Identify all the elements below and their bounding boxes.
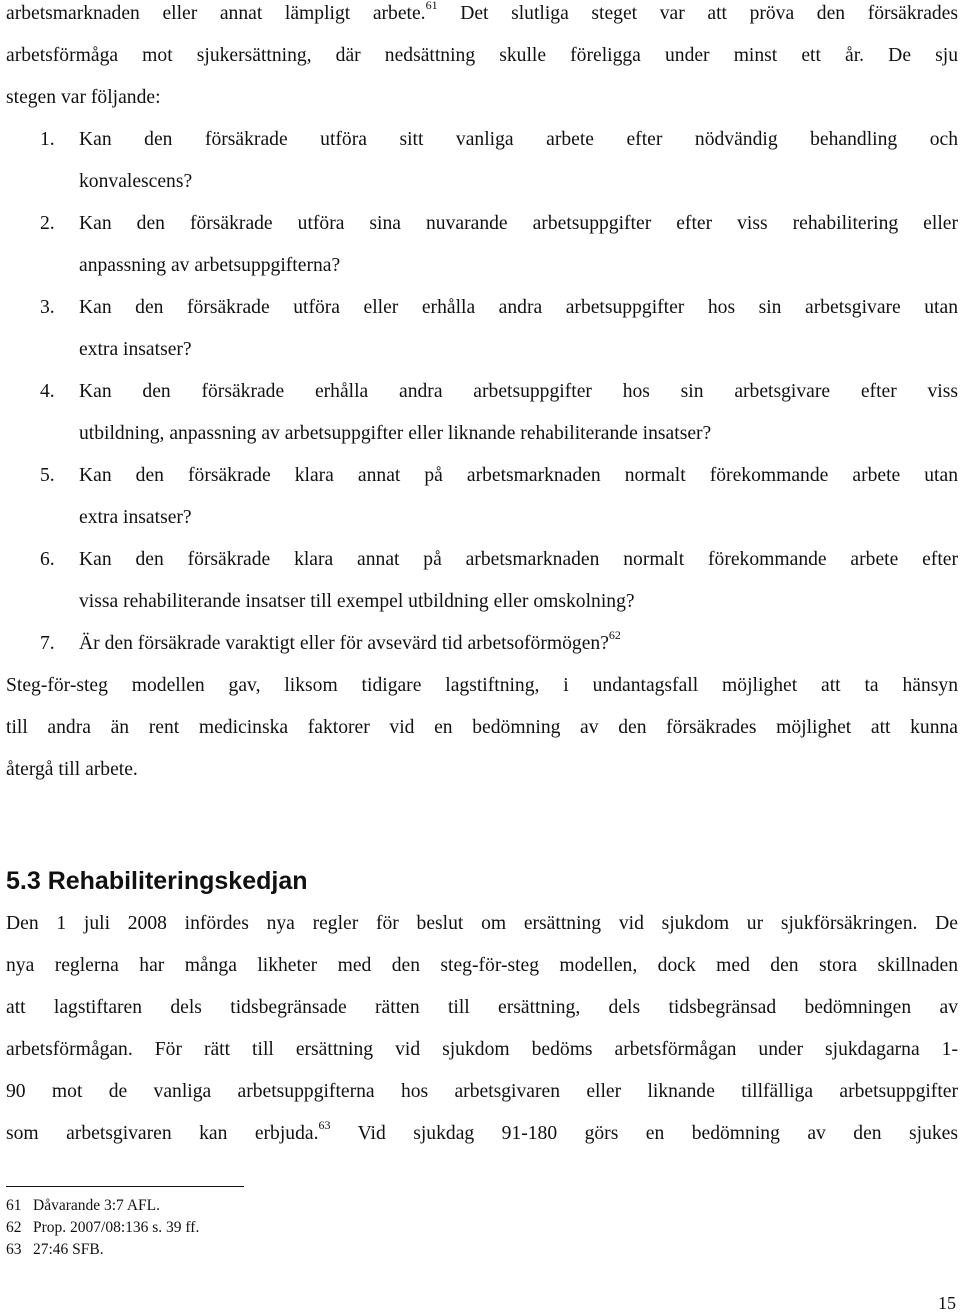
text-span: Vid sjukdag 91-180 görs en bedömning av den sjukes bbox=[330, 1123, 958, 1144]
list-item-line: Kan den försäkrade utföra sitt vanliga arbete efter nödvändig behandling och bbox=[79, 129, 958, 150]
footnote-number: 63 bbox=[6, 1241, 22, 1258]
list-item-line: utbildning, anpassning av arbetsuppgifter eller liknande rehabiliterande insatser? bbox=[79, 423, 712, 444]
paragraph-line: att lagstiftaren dels tidsbegränsade rätten till ersättning, dels tidsbegränsad bedömningen av bbox=[6, 997, 958, 1018]
list-item-line: Kan den försäkrade erhålla andra arbetsuppgifter hos sin arbetsgivare efter viss bbox=[79, 381, 958, 402]
text-span: Är den försäkrade varaktigt eller för avsevärd tid arbetsoförmögen? bbox=[79, 633, 609, 654]
list-number: 3. bbox=[40, 297, 55, 318]
text-span: Det slutliga steget var att pröva den försäkrades bbox=[437, 3, 959, 24]
footnote bbox=[6, 1218, 199, 1238]
paragraph-line bbox=[6, 2, 958, 26]
text-span: som arbetsgivaren kan erbjuda. bbox=[6, 1123, 319, 1144]
list-number: 6. bbox=[40, 549, 55, 570]
list-number: 2. bbox=[40, 213, 55, 234]
paragraph-line: arbetsförmågan. För rätt till ersättning vid sjukdom bedöms arbetsförmågan under sjukdagarna 1- bbox=[6, 1039, 958, 1060]
list-item-line: extra insatser? bbox=[79, 507, 192, 528]
list-number: 4. bbox=[40, 381, 55, 402]
list-item-line: Kan den försäkrade utföra eller erhålla andra arbetsuppgifter hos sin arbetsgivare utan bbox=[79, 297, 958, 318]
list-number: 1. bbox=[40, 129, 55, 150]
footnote bbox=[6, 1240, 104, 1260]
list-item-line: konvalescens? bbox=[79, 171, 193, 192]
paragraph-line: Den 1 juli 2008 infördes nya regler för beslut om ersättning vid sjukdom ur sjukförsäkringen. De bbox=[6, 913, 958, 934]
list-item-line: anpassning av arbetsuppgifterna? bbox=[79, 255, 341, 276]
paragraph-line: nya reglerna har många likheter med den steg-för-steg modellen, dock med den stora skillnaden bbox=[6, 955, 958, 976]
list-item-line: Kan den försäkrade utföra sina nuvarande arbetsuppgifter efter viss rehabilitering eller bbox=[79, 213, 958, 234]
footnote-text: Dåvarande 3:7 AFL. bbox=[33, 1197, 160, 1214]
text-span: arbetsmarknaden eller annat lämpligt arbete. bbox=[6, 3, 426, 24]
paragraph-line: Steg-för-steg modellen gav, liksom tidigare lagstiftning, i undantagsfall möjlighet att ta hänsyn bbox=[6, 675, 958, 696]
footnote-number: 61 bbox=[6, 1197, 22, 1214]
paragraph-line: stegen var följande: bbox=[6, 87, 161, 108]
list-number: 7. bbox=[40, 633, 55, 654]
list-item-line: Kan den försäkrade klara annat på arbetsmarknaden normalt förekommande arbete efter bbox=[79, 549, 958, 570]
footnote bbox=[6, 1196, 160, 1216]
footnote-ref-61: 61 bbox=[425, 0, 438, 13]
paragraph-line: återgå till arbete. bbox=[6, 759, 138, 780]
paragraph-line bbox=[6, 1118, 958, 1146]
footnote-ref-63: 63 bbox=[318, 1118, 331, 1133]
paragraph-line: till andra än rent medicinska faktorer vid en bedömning av den försäkrades möjlighet att kunna bbox=[6, 717, 958, 738]
list-item-line bbox=[79, 628, 958, 656]
footnote-ref-62: 62 bbox=[608, 628, 621, 643]
page-number: 15 bbox=[938, 1293, 956, 1313]
paragraph-line: arbetsförmåga mot sjukersättning, där nedsättning skulle föreligga under minst ett år. De sju bbox=[6, 45, 958, 66]
list-item-line: extra insatser? bbox=[79, 339, 192, 360]
footnote-separator bbox=[6, 1186, 244, 1187]
footnote-text: 27:46 SFB. bbox=[33, 1241, 104, 1258]
paragraph-line: 90 mot de vanliga arbetsuppgifterna hos arbetsgivaren eller liknande tillfälliga arbetsuppgifter bbox=[6, 1081, 958, 1102]
section-heading: 5.3 Rehabiliteringskedjan bbox=[6, 867, 308, 895]
footnote-number: 62 bbox=[6, 1219, 22, 1236]
list-item-line: Kan den försäkrade klara annat på arbetsmarknaden normalt förekommande arbete utan bbox=[79, 465, 958, 486]
list-item-line: vissa rehabiliterande insatser till exempel utbildning eller omskolning? bbox=[79, 591, 635, 612]
footnote-text: Prop. 2007/08:136 s. 39 ff. bbox=[33, 1219, 200, 1236]
list-number: 5. bbox=[40, 465, 55, 486]
